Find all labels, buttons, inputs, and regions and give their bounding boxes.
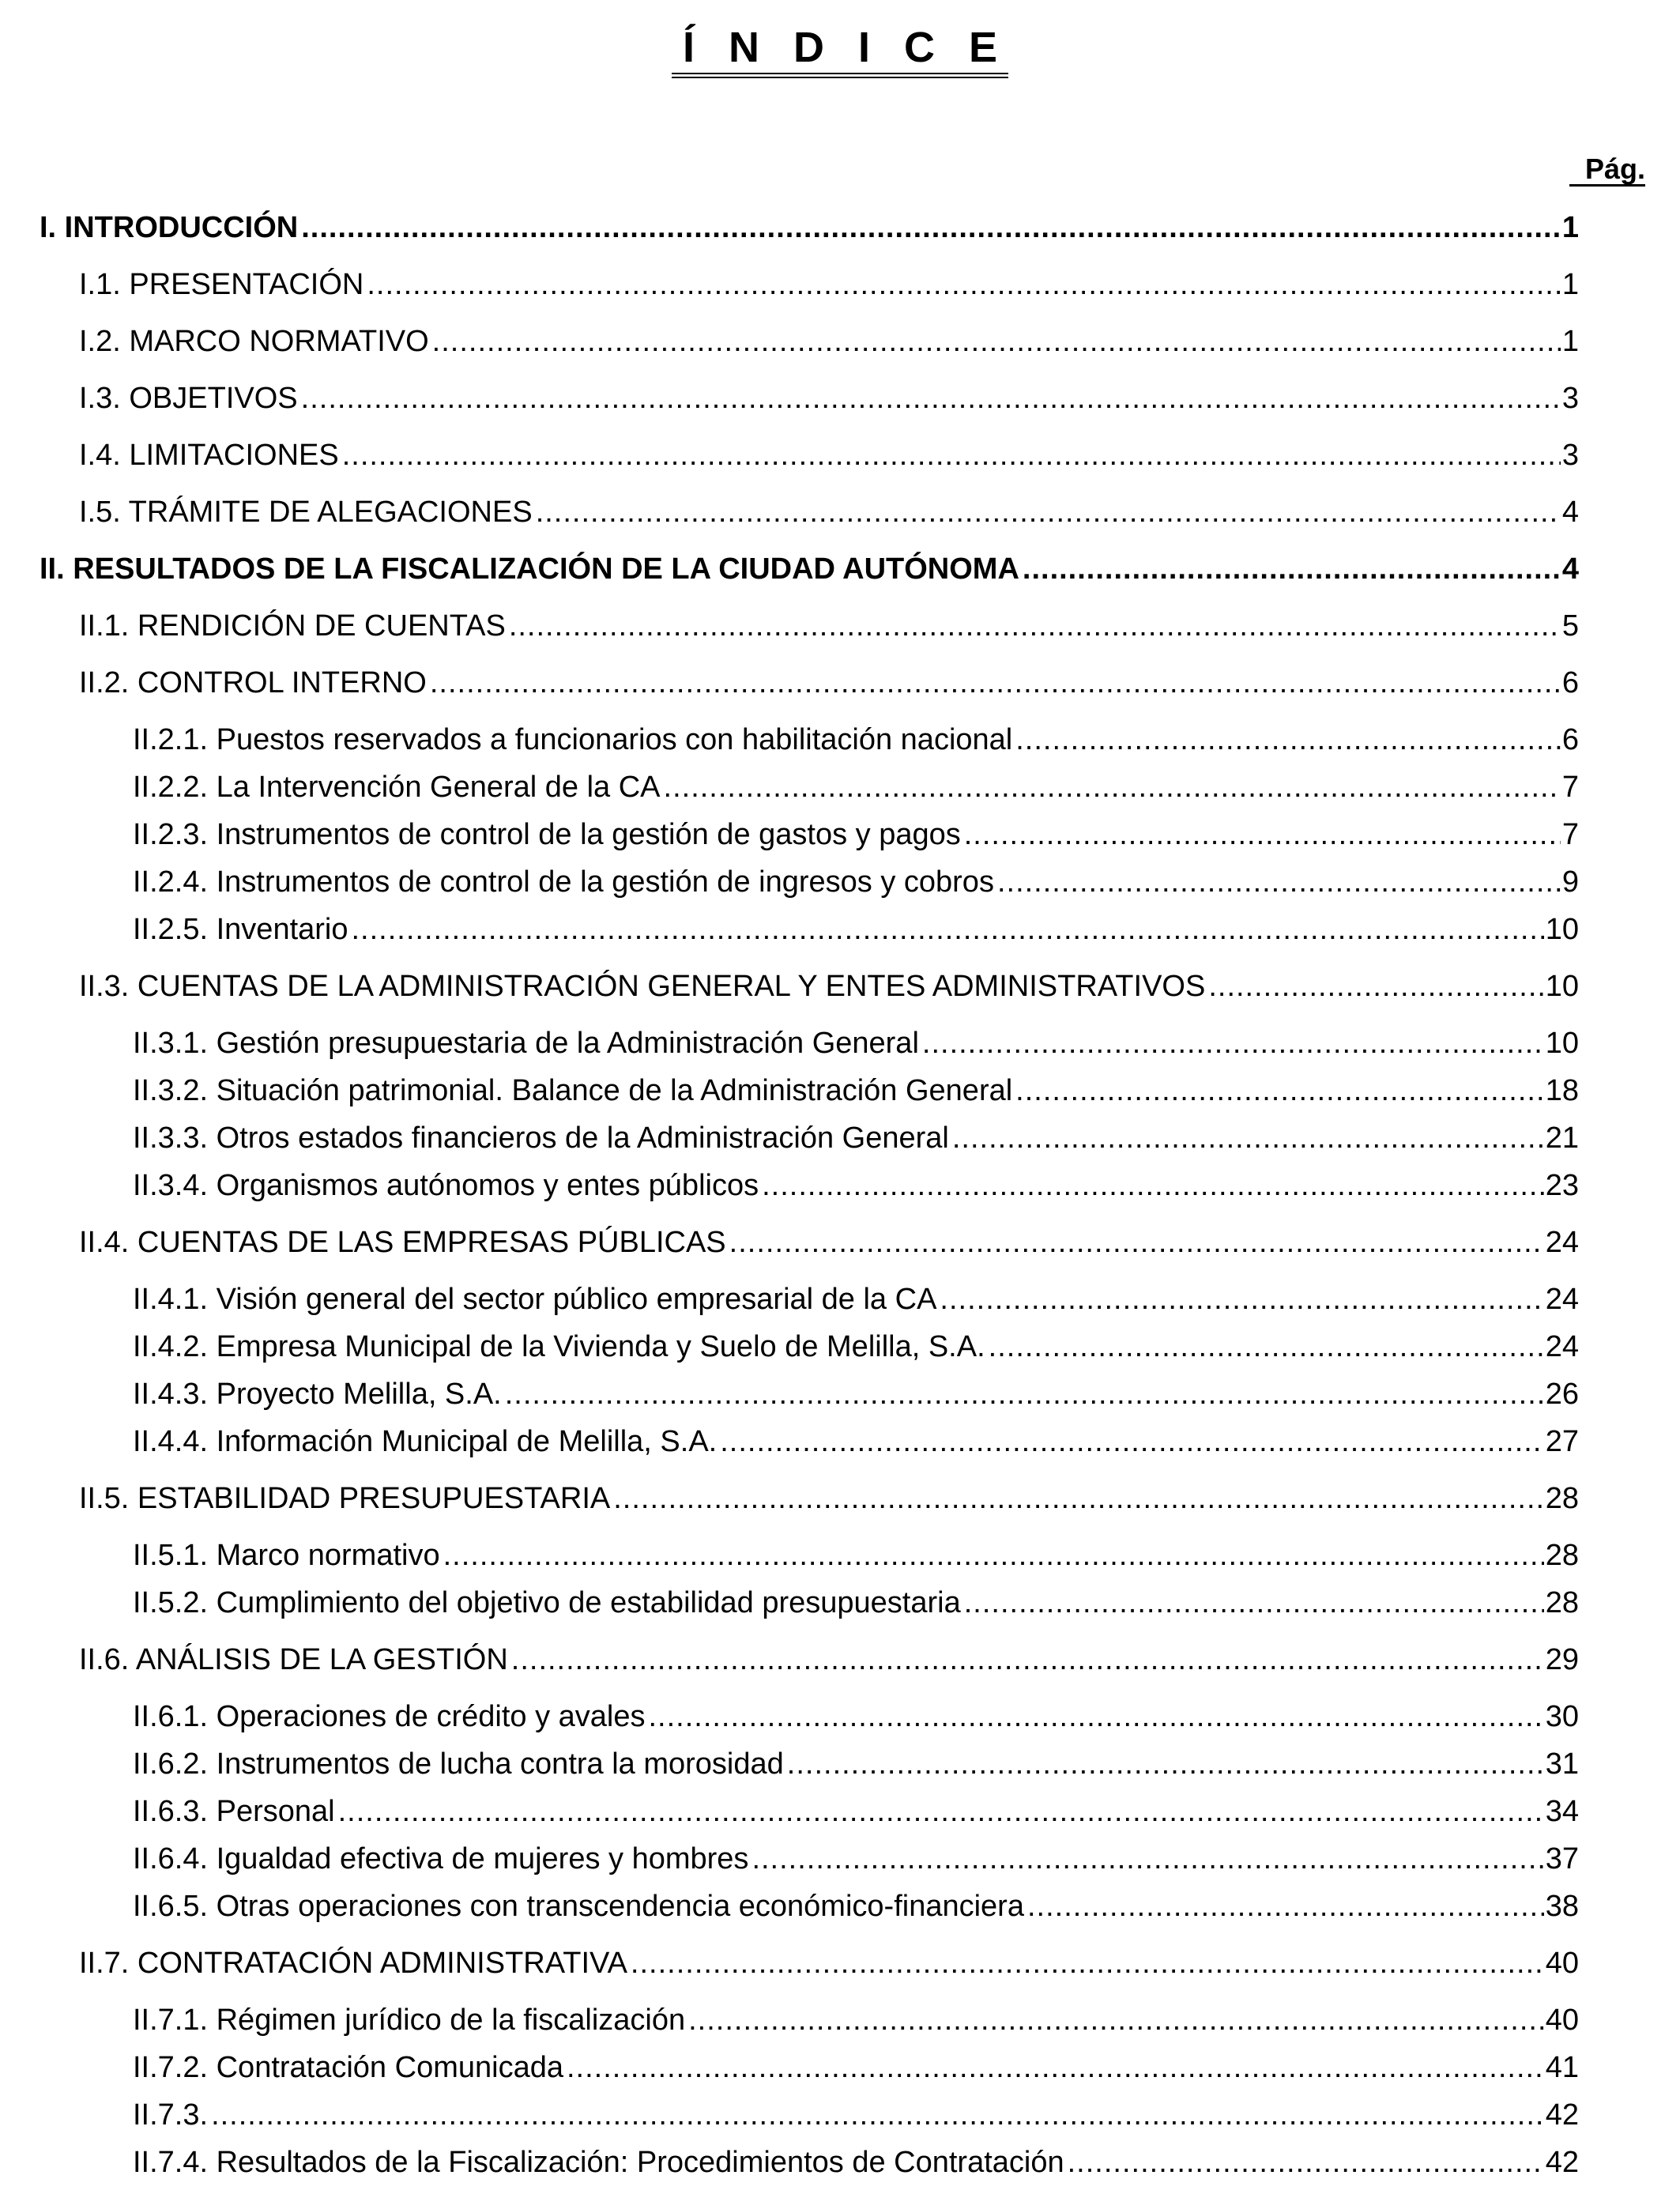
toc-entry-label: II.6.3. Personal	[133, 1795, 335, 1828]
dot-leader	[536, 493, 1561, 531]
toc-entry[interactable]	[133, 768, 1579, 806]
toc-entry-page-number: 5	[1561, 609, 1579, 643]
page-column-header-text: Pág.	[1569, 154, 1645, 187]
dot-leader	[964, 816, 1561, 854]
toc-entry-label: II.7. CONTRATACIÓN ADMINISTRATIVA	[79, 1947, 627, 1980]
toc-entry[interactable]	[133, 2143, 1579, 2181]
toc-entry-page-number: 3	[1561, 382, 1579, 415]
toc-entry-label: I.4. LIMITACIONES	[79, 439, 339, 472]
toc-entry[interactable]	[133, 1536, 1579, 1574]
toc-entry[interactable]	[133, 1840, 1579, 1878]
toc-entry[interactable]	[133, 1423, 1579, 1461]
toc-entry-label: I.2. MARCO NORMATIVO	[79, 325, 429, 358]
dot-leader	[1208, 967, 1543, 1005]
toc-entry-label: I.1. PRESENTACIÓN	[79, 268, 364, 301]
toc-entry-page-number: 21	[1545, 1122, 1579, 1155]
dot-leader	[511, 1641, 1544, 1679]
dot-leader	[367, 266, 1560, 303]
toc-entry[interactable]	[133, 1887, 1579, 1925]
toc-entry-label: II.2.4. Instrumentos de control de la gestión de ingresos y cobros	[133, 865, 994, 899]
dot-leader	[688, 2001, 1544, 2039]
toc-entry-label: II.4.3. Proyecto Melilla, S.A.	[133, 1378, 502, 1411]
toc-entry-page-number: 1	[1561, 325, 1579, 358]
toc-entry-page-number: 1	[1561, 268, 1579, 301]
toc-entry-page-number: 24	[1545, 1226, 1579, 1259]
toc-entry-page-number: 37	[1545, 1842, 1579, 1875]
dot-leader	[964, 1584, 1544, 1622]
toc-entry-label: II.2.2. La Intervención General de la CA	[133, 771, 661, 804]
dot-leader	[613, 1480, 1544, 1517]
toc-entry[interactable]	[133, 2049, 1579, 2087]
toc-entry[interactable]	[79, 379, 1579, 417]
toc-entry[interactable]	[79, 266, 1579, 303]
dot-leader	[989, 1328, 1544, 1366]
toc-entry-label: II.5. ESTABILIDAD PRESUPUESTARIA	[79, 1482, 611, 1515]
dot-leader	[648, 1698, 1543, 1736]
toc-entry-label: I. INTRODUCCIÓN	[40, 211, 299, 244]
toc-entry[interactable]	[133, 1584, 1579, 1622]
dot-leader	[751, 1840, 1543, 1878]
dot-leader	[432, 322, 1561, 360]
toc-entry-page-number: 1	[1561, 211, 1579, 244]
toc-entry[interactable]	[133, 2001, 1579, 2039]
toc-entry-label: II.3.1. Gestión presupuestaria de la Administración General	[133, 1027, 919, 1060]
toc-entry-page-number: 41	[1545, 2051, 1579, 2084]
toc-entry-label: II.4.4. Información Municipal de Melilla, S.A.	[133, 1425, 718, 1458]
dot-leader	[720, 1423, 1544, 1461]
toc-entry[interactable]	[133, 863, 1579, 901]
toc-entry-page-number: 40	[1545, 1947, 1579, 1980]
document-title-text: Í N D I C E	[672, 22, 1008, 78]
dot-leader	[301, 379, 1561, 417]
toc-entry-page-number: 23	[1545, 1169, 1579, 1202]
toc-entry-page-number: 26	[1545, 1378, 1579, 1411]
toc-entry-page-number: 6	[1561, 666, 1579, 699]
dot-leader	[787, 1745, 1544, 1783]
toc-entry[interactable]	[79, 322, 1579, 360]
dot-leader	[338, 1793, 1544, 1830]
toc-entry[interactable]	[133, 910, 1579, 948]
toc-entry[interactable]	[79, 1480, 1579, 1517]
dot-leader	[352, 910, 1544, 948]
toc-entry[interactable]	[133, 1375, 1579, 1413]
toc-entry-page-number: 28	[1545, 1586, 1579, 1619]
toc-entry[interactable]	[133, 1119, 1579, 1157]
toc-entry[interactable]	[133, 1745, 1579, 1783]
toc-entry[interactable]	[133, 1793, 1579, 1830]
toc-entry[interactable]	[133, 1328, 1579, 1366]
toc-entry[interactable]	[79, 436, 1579, 474]
toc-entry-page-number: 4	[1561, 496, 1579, 529]
toc-entry-label: II. RESULTADOS DE LA FISCALIZACIÓN DE LA CIUDAD AUTÓNOMA	[40, 552, 1019, 586]
dot-leader	[762, 1167, 1544, 1204]
dot-leader	[922, 1024, 1544, 1062]
toc-entry-label: II.7.2. Contratación Comunicada	[133, 2051, 563, 2084]
toc-entry-page-number: 24	[1545, 1283, 1579, 1316]
toc-entry-label: II.1. RENDICIÓN DE CUENTAS	[79, 609, 506, 643]
toc-entry[interactable]	[133, 816, 1579, 854]
toc-entry-page-number: 3	[1561, 439, 1579, 472]
toc-entry[interactable]	[79, 664, 1579, 702]
toc-entry-label: II.5.1. Marco normativo	[133, 1539, 440, 1572]
dot-leader	[1015, 721, 1561, 759]
toc-entry[interactable]	[133, 1698, 1579, 1736]
toc-entry-label: II.4.1. Visión general del sector público empresarial de la CA	[133, 1283, 937, 1316]
toc-entry-label: II.2.3. Instrumentos de control de la gestión de gastos y pagos	[133, 818, 961, 851]
toc-entry-page-number: 10	[1545, 970, 1579, 1003]
toc-entry[interactable]	[79, 1641, 1579, 1679]
toc-entry-page-number: 7	[1561, 818, 1579, 851]
toc-entry[interactable]	[79, 967, 1579, 1005]
toc-entry[interactable]	[79, 1944, 1579, 1982]
toc-entry-label: II.2. CONTROL INTERNO	[79, 666, 427, 699]
toc-entry-page-number: 28	[1545, 1482, 1579, 1515]
dot-leader	[301, 209, 1561, 247]
toc-entry-page-number: 40	[1545, 2004, 1579, 2037]
toc-entry-label: I.5. TRÁMITE DE ALEGACIONES	[79, 496, 533, 529]
dot-leader	[211, 2096, 1544, 2134]
toc-entry[interactable]	[40, 550, 1579, 588]
toc-entry-label: II.7.1. Régimen jurídico de la fiscalización	[133, 2004, 686, 2037]
dot-leader	[1015, 1072, 1544, 1110]
dot-leader	[631, 1944, 1544, 1982]
dot-leader	[952, 1119, 1544, 1157]
toc-entry[interactable]	[79, 493, 1579, 531]
toc-entry[interactable]	[40, 209, 1579, 247]
toc-entry-label: II.3.2. Situación patrimonial. Balance de la Administración General	[133, 1074, 1013, 1107]
toc-entry-page-number: 18	[1545, 1074, 1579, 1107]
toc-entry-page-number: 38	[1545, 1890, 1579, 1923]
toc-entry-label: II.5.2. Cumplimiento del objetivo de estabilidad presupuestaria	[133, 1586, 961, 1619]
toc-entry-page-number: 34	[1545, 1795, 1579, 1828]
dot-leader	[729, 1223, 1544, 1261]
toc-entry-label: II.4. CUENTAS DE LAS EMPRESAS PÚBLICAS	[79, 1226, 726, 1259]
toc-entry-label: II.6.2. Instrumentos de lucha contra la morosidad	[133, 1747, 784, 1781]
dot-leader	[505, 1375, 1544, 1413]
toc-entry-label: II.7.4. Resultados de la Fiscalización: Procedimientos de Contratación	[133, 2146, 1064, 2179]
toc-entry[interactable]	[133, 1167, 1579, 1204]
toc-entry-label: II.4.2. Empresa Municipal de la Vivienda y Suelo de Melilla, S.A.	[133, 1330, 985, 1363]
toc-entry-page-number: 42	[1545, 2098, 1579, 2132]
toc-entry-page-number: 28	[1545, 1539, 1579, 1572]
toc-entry[interactable]	[133, 1024, 1579, 1062]
dot-leader	[342, 436, 1561, 474]
toc-entry-page-number: 10	[1545, 1027, 1579, 1060]
dot-leader	[664, 768, 1561, 806]
dot-leader	[430, 664, 1561, 702]
toc-entry-page-number: 42	[1545, 2146, 1579, 2179]
toc-entry-page-number: 4	[1561, 552, 1579, 586]
toc-entry-page-number: 10	[1545, 913, 1579, 946]
toc-entry-page-number: 31	[1545, 1747, 1579, 1781]
toc-entry-label: II.6.1. Operaciones de crédito y avales	[133, 1700, 646, 1733]
dot-leader	[940, 1280, 1543, 1318]
toc-entry-page-number: 27	[1545, 1425, 1579, 1458]
toc-entry-page-number: 29	[1545, 1643, 1579, 1676]
toc-entry[interactable]	[79, 607, 1579, 645]
toc-entry-label: II.3.3. Otros estados financieros de la Administración General	[133, 1122, 949, 1155]
toc-entry-page-number: 24	[1545, 1330, 1579, 1363]
toc-entry-page-number: 9	[1561, 865, 1579, 899]
toc-entry-label: II.6. ANÁLISIS DE LA GESTIÓN	[79, 1643, 508, 1676]
dot-leader	[1023, 550, 1561, 588]
dot-leader	[443, 1536, 1544, 1574]
toc-entry-label: II.3. CUENTAS DE LA ADMINISTRACIÓN GENERAL Y ENTES ADMINISTRATIVOS	[79, 970, 1206, 1003]
toc-entry-label: II.6.5. Otras operaciones con transcendencia económico-financiera	[133, 1890, 1024, 1923]
toc-entry-label: II.7.3.	[133, 2098, 209, 2132]
dot-leader	[1027, 1887, 1544, 1925]
toc-entry[interactable]	[133, 2096, 1579, 2134]
dot-leader	[997, 863, 1561, 901]
toc-entry[interactable]	[133, 721, 1579, 759]
toc-entry-label: II.6.4. Igualdad efectiva de mujeres y hombres	[133, 1842, 749, 1875]
toc-entry-page-number: 6	[1561, 723, 1579, 756]
toc-entry-label: II.2.5. Inventario	[133, 913, 348, 946]
dot-leader	[567, 2049, 1544, 2087]
dot-leader	[509, 607, 1561, 645]
toc-entry-page-number: 7	[1561, 771, 1579, 804]
toc-entry-label: II.3.4. Organismos autónomos y entes públicos	[133, 1169, 759, 1202]
dot-leader	[1068, 2143, 1544, 2181]
toc-entry[interactable]	[79, 1223, 1579, 1261]
toc-entry-label: II.2.1. Puestos reservados a funcionarios con habilitación nacional	[133, 723, 1013, 756]
toc-entry[interactable]	[133, 1280, 1579, 1318]
toc-entry-label: I.3. OBJETIVOS	[79, 382, 298, 415]
toc-entry[interactable]	[133, 1072, 1579, 1110]
toc-entry-page-number: 30	[1545, 1700, 1579, 1733]
